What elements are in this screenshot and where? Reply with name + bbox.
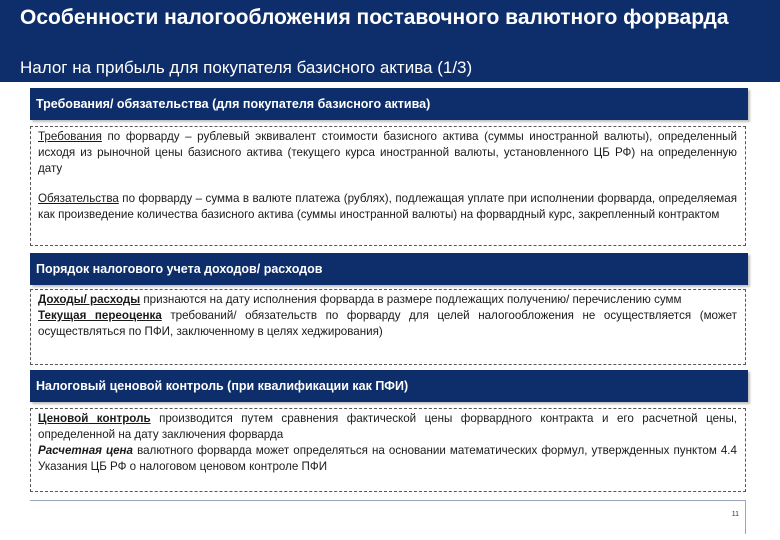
keyword-price-control: Ценовой контроль <box>38 412 151 425</box>
keyword-calculated-price: Расчетная цена <box>38 444 133 457</box>
keyword-revaluation: Текущая переоценка <box>38 309 162 322</box>
slide-header <box>0 0 780 82</box>
section-box-requirements <box>30 126 746 246</box>
section-heading-price-control <box>30 370 748 402</box>
footer-frame <box>30 500 746 534</box>
section-box-accounting <box>30 289 746 365</box>
keyword-obligations: Обязательства <box>38 192 119 205</box>
paragraph-requirements <box>38 129 737 177</box>
paragraph-text: признаются на дату исполнения форварда в размере подлежащих получению/ перечислению сумм <box>140 293 682 306</box>
paragraph-text: по форварду – рублевый эквивалент стоимости базисного актива (суммы иностранной валюты), определенный исходя из рыночной цены базисного актива (текущего курса иностранной валюты, установленного ЦБ РФ) на определенную дату <box>38 130 737 175</box>
page-number: 11 <box>731 511 739 518</box>
section-heading-label: Требования/ обязательства (для покупателя базисного актива) <box>36 97 431 111</box>
section-heading-label: Порядок налогового учета доходов/ расходов <box>36 262 323 276</box>
paragraph-calculated-price <box>38 443 737 475</box>
paragraph-revaluation <box>38 308 737 340</box>
paragraph-text: валютного форварда может определяться на основании математических формул, утвержденных пунктом 4.4 Указания ЦБ РФ о налоговом ценовом контроле ПФИ <box>38 444 737 473</box>
paragraph-text: по форварду – сумма в валюте платежа (рублях), подлежащая уплате при исполнении форварда, определяемая как произведение количества базисного актива (суммы иностранной валюты) на форвардный курс, закрепленный контрактом <box>38 192 737 221</box>
paragraph-income-expenses <box>38 292 737 308</box>
paragraph-price-control <box>38 411 737 443</box>
section-heading-label: Налоговый ценовой контроль (при квалификации как ПФИ) <box>36 379 409 393</box>
paragraph-obligations <box>38 191 737 223</box>
section-heading-accounting <box>30 253 748 285</box>
page-subtitle: Налог на прибыль для покупателя базисного актива (1/3) <box>20 58 473 77</box>
keyword-income-expenses: Доходы/ расходы <box>38 293 141 306</box>
page-title: Особенности налогообложения поставочного валютного форварда <box>20 6 729 29</box>
paragraph-text: требований/ обязательств по форварду для целей налогообложения не осуществляется (может осуществляться по ПФИ, заключенному в целях хеджирования) <box>38 309 737 338</box>
paragraph-text: производится путем сравнения фактической цены форвардного контракта и его расчетной цены, определенной на дату заключения форварда <box>38 412 737 441</box>
section-box-price-control <box>30 408 746 492</box>
section-heading-requirements <box>30 88 748 120</box>
keyword-requirements: Требования <box>38 130 102 143</box>
